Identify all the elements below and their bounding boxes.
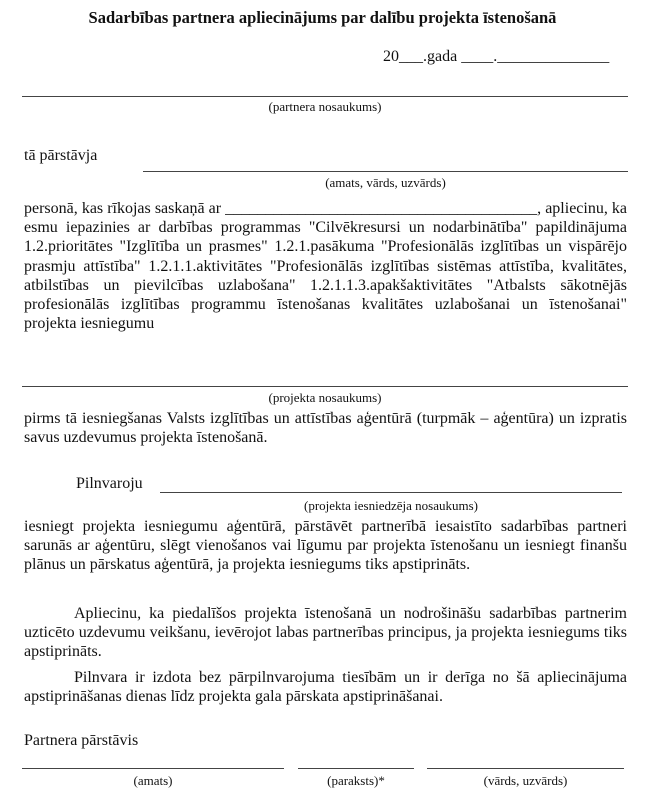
- authorize-label: Pilnvaroju: [76, 475, 143, 492]
- representative-label: tā pārstāvja: [24, 147, 98, 164]
- signature-label: Partnera pārstāvis: [24, 732, 139, 749]
- applicant-caption: (projekta iesniedzēja nosaukums): [304, 498, 478, 513]
- signature-line: [298, 768, 414, 769]
- project-name-caption: (projekta nosaukums): [268, 390, 382, 405]
- signature-caption: (paraksts)*: [327, 773, 385, 788]
- name-line: [427, 768, 624, 769]
- document-title: Sadarbības partnera apliecinājums par dalību projekta īstenošanā: [88, 8, 557, 27]
- project-name-line: [22, 386, 628, 387]
- date-line: 20___.gada ____.______________: [383, 48, 610, 65]
- validity-paragraph: Pilnvara ir izdota bez pārpilnvarojuma tiesībām un ir derīga no šā apliecinājuma apstiprināšanas dienas līdz projekta gala pārskata apstiprināšanai.: [24, 669, 627, 706]
- representative-line: [143, 171, 628, 172]
- submission-paragraph: pirms tā iesniegšanas Valsts izglītības un attīstības aģentūrā (turpmāk – aģentūra) un izpratis savus uzdevumus projekta īstenošanā.: [24, 410, 627, 447]
- partner-name-line: [22, 96, 628, 97]
- applicant-line: [160, 492, 622, 493]
- certify-paragraph: Apliecinu, ka piedalīšos projekta īstenošanā un nodrošināšu sadarbības partnerim uzticēto uzdevumu veikšanu, ievērojot labas partnerības principus, ja projekta iesniegums tiks apstiprināts.: [24, 605, 627, 661]
- authorize-paragraph: iesniegt projekta iesniegumu aģentūrā, pārstāvēt partnerībā iesaistīto sadarbības partneri sarunās ar aģentūru, slēgt vienošanos vai līgumu par projekta īstenošanu un iesniegt finanšu plānus un pārskatus aģentūrā, ja projekta iesniegums tiks apstiprināts.: [24, 518, 627, 574]
- name-caption: (vārds, uzvārds): [483, 773, 568, 788]
- partner-name-caption: (partnera nosaukums): [268, 99, 382, 114]
- position-line: [22, 768, 284, 769]
- position-caption: (amats): [133, 773, 173, 788]
- person-paragraph: personā, kas rīkojas saskaņā ar _______________________________________, apliecinu, ka esmu iepazinies ar darbības programmas "Cilvēkresursi un nodarbinātība" papildinājuma 1.2.prioritātes "Izglītība un prasmes" 1.2.1.pasākuma "Profesionālās izglītības un vispārējo prasmju attīstība" 1.2.1.1.aktivitātes "Profesionālās izglītības sistēmas attīstība, kvalitātes, atbilstības un pievilcības uzlabošana" 1.2.1.1.3.apakšaktivitātes "Atbalsts sākotnējās profesionālās izglītības programmu īstenošanas kvalitātes uzlabošanai un īstenošanai" projekta iesniegumu: [24, 200, 627, 333]
- representative-caption: (amats, vārds, uzvārds): [325, 175, 446, 190]
